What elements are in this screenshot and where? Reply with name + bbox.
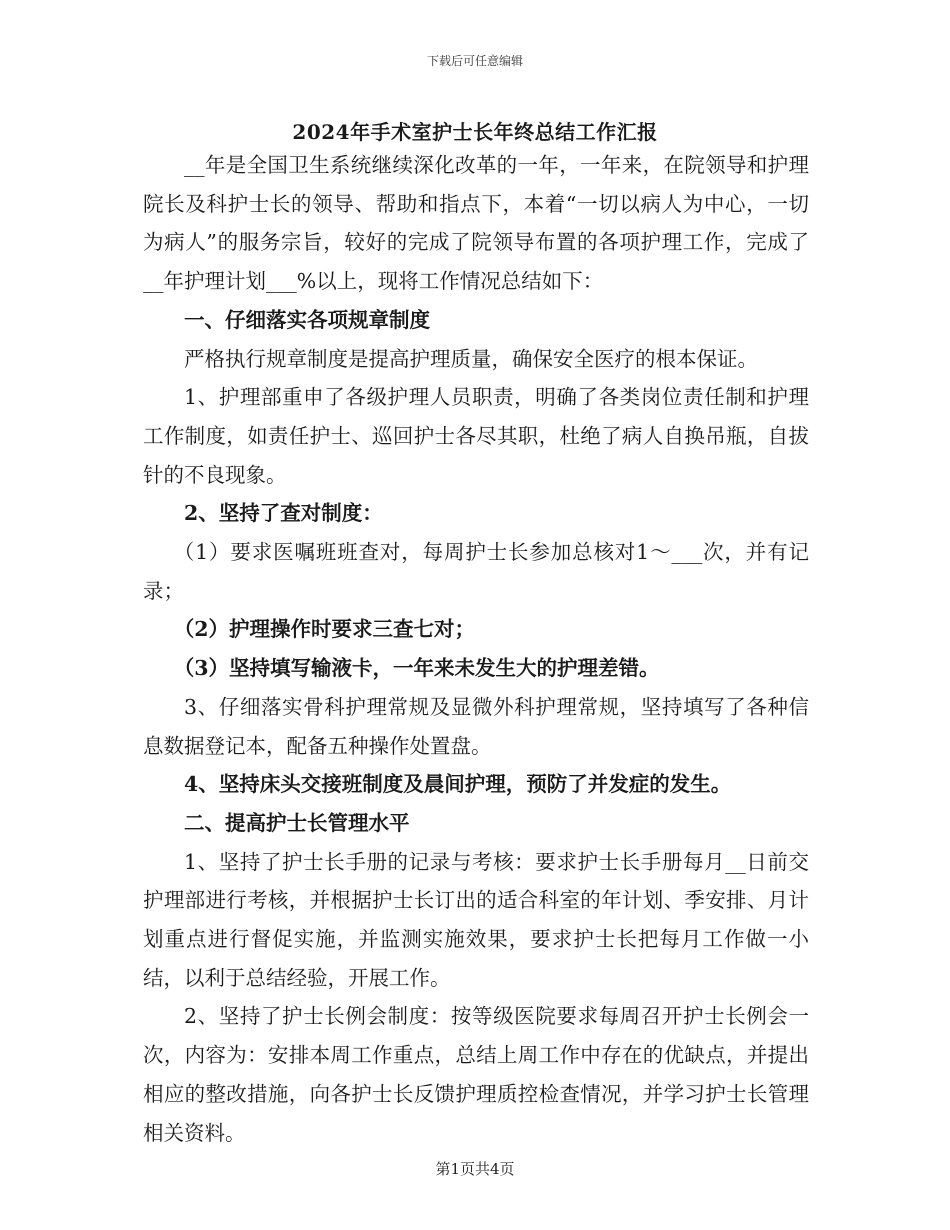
paragraph: （1）要求医嘱班班查对，每周护士长参加总核对1～___次，并有记录； — [143, 540, 809, 603]
document-body — [143, 146, 809, 1152]
bold-item: 4、坚持床头交接班制度及晨间护理，预防了并发症的发生。 — [184, 772, 732, 797]
paragraph: 3、仔细落实骨科护理常规及显微外科护理常规，坚持填写了各种信息数据登记本，配备五种操作处置盘。 — [143, 694, 809, 758]
paragraph: 2、坚持了护士长例会制度：按等级医院要求每周召开护士长例会一次，内容为：安排本周工作重点，总结上周工作中存在的优缺点，并提出相应的整改措施，向各护士长反馈护理质控检查情况，并学习护士长管理相关资料。 — [143, 1004, 809, 1145]
intro-paragraph: __年是全国卫生系统继续深化改革的一年，一年来，在院领导和护理院长及科护士长的领导、帮助和指点下，本着“一切以病人为中心，一切为病人”的服务宗旨，较好的完成了院领导布置的各项护理工作，完成了__年护理计划___%以上，现将工作情况总结如下： — [143, 153, 809, 294]
page-number: 第1页共4页 — [435, 1160, 515, 1178]
paragraph: 严格执行规章制度是提高护理质量，确保安全医疗的根本保证。 — [184, 346, 758, 371]
bold-item: （2）护理操作时要求三查七对； — [173, 617, 476, 642]
subheading: 2、坚持了查对制度： — [184, 501, 383, 526]
page-header-note: 下载后可任意编辑 — [426, 54, 523, 68]
paragraph: 1、护理部重申了各级护理人员职责，明确了各类岗位责任制和护理工作制度，如责任护士、巡回护士各尽其职，杜绝了病人自换吊瓶，自拔针的不良现象。 — [143, 385, 809, 487]
paragraph: 1、坚持了护士长手册的记录与考核：要求护士长手册每月__日前交护理部进行考核，并根据护士长订出的适合科室的年计划、季安排、月计划重点进行督促实施，并监测实施效果，要求护士长把每月工作做一小结，以利于总结经验，开展工作。 — [143, 849, 809, 990]
bold-item: （3）坚持填写输液卡，一年来未发生大的护理差错。 — [173, 656, 660, 681]
document-title: 2024年手术室护士长年终总结工作汇报 — [292, 120, 658, 144]
section-heading-1: 一、仔细落实各项规章制度 — [184, 307, 430, 332]
section-heading-2: 二、提高护士长管理水平 — [184, 810, 410, 835]
